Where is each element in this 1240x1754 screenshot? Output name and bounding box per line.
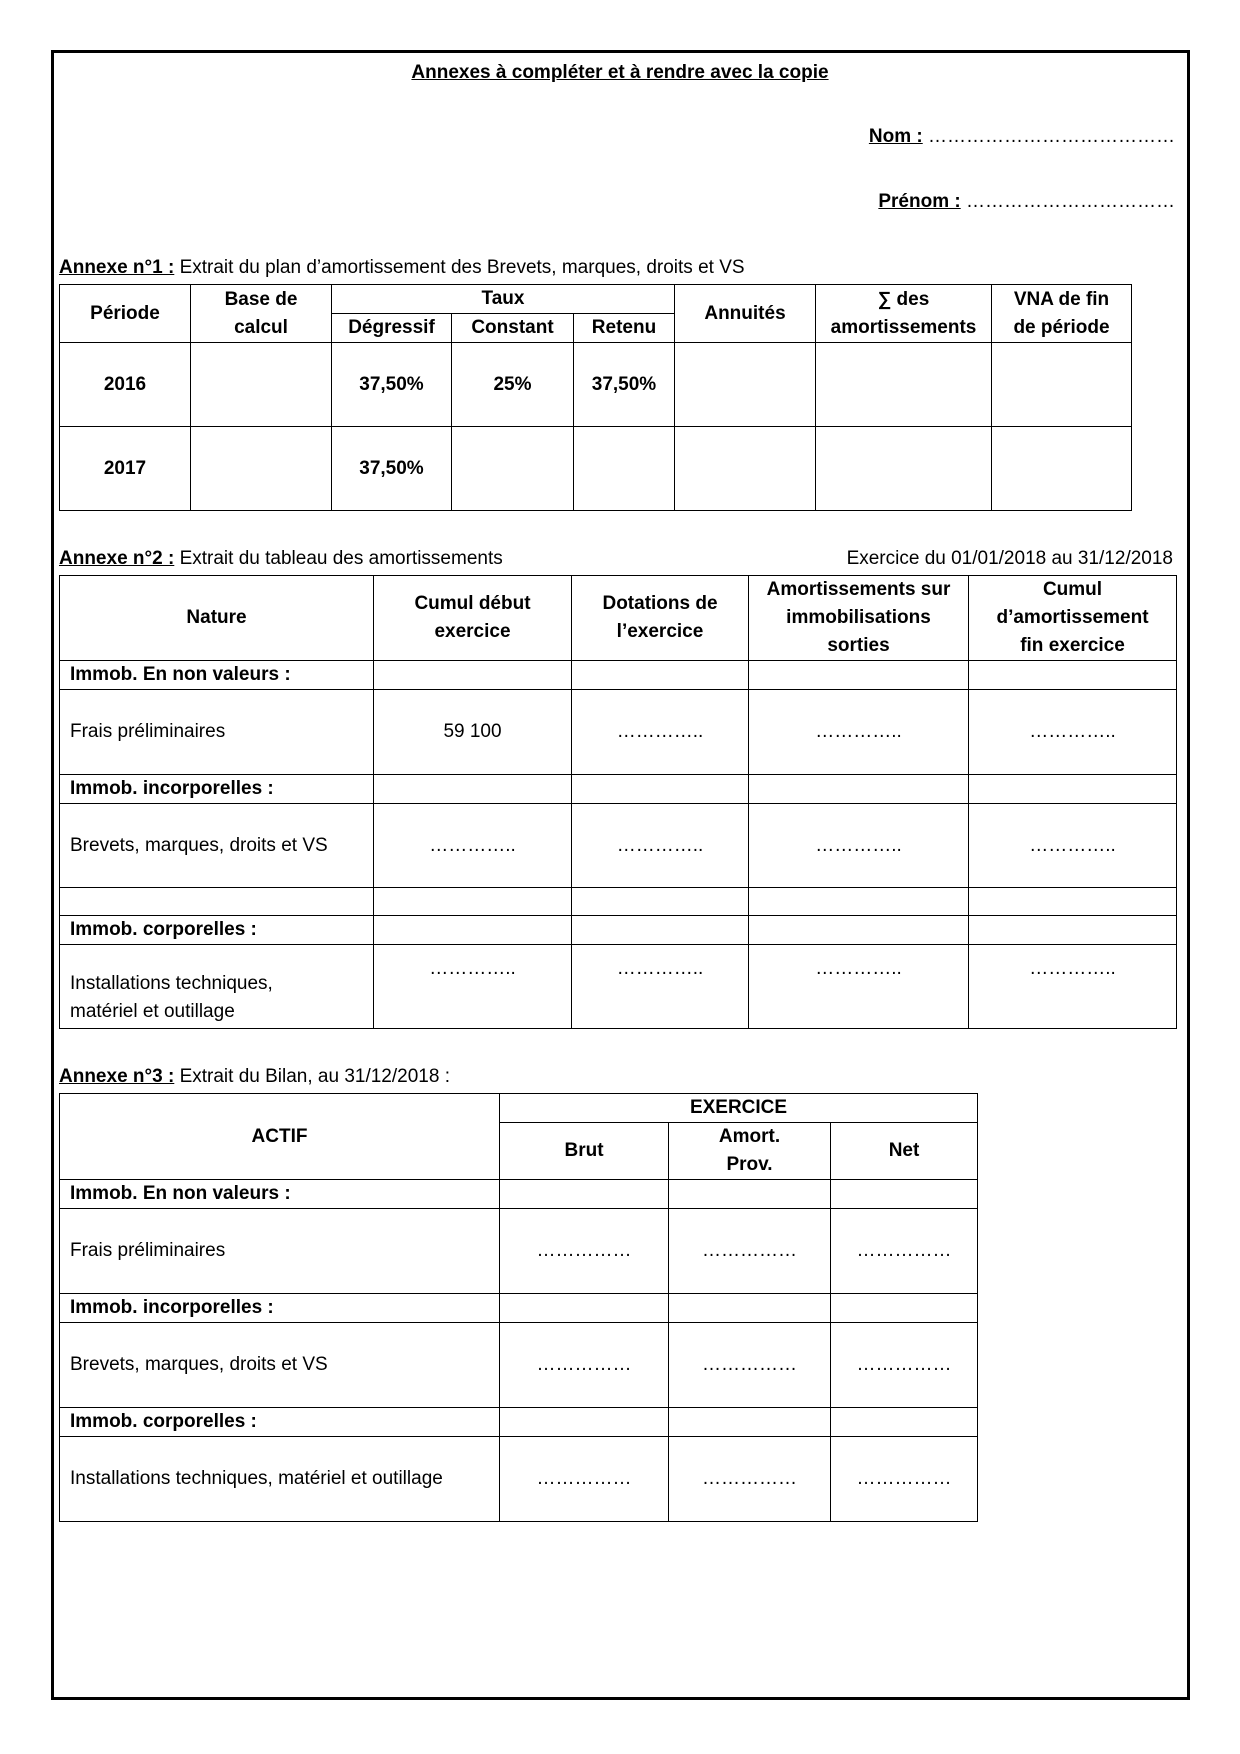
nom-dots: ………………………………… [922,126,1175,147]
cell-amortissements-sorties[interactable]: ………….. [749,804,969,888]
header-dotations: Dotations de l’exercice [572,576,749,661]
cell-amort-prov[interactable]: …………… [669,1209,831,1294]
table-row [60,690,1177,775]
cell-cumul[interactable]: ………….. [374,804,572,888]
cell-amort-prov[interactable]: …………… [669,1437,831,1522]
header-cumul-fin: Cumul d’amortissement fin exercice [969,576,1177,661]
header-amortissements-sorties: Amortissements sur immobilisations sorties [749,576,969,661]
table-row [60,1209,978,1294]
page-title: Annexes à compléter et à rendre avec la copie [411,62,829,83]
annexe3-title: Extrait du Bilan, au 31/12/2018 : [174,1066,450,1087]
header-constant: Constant [452,314,574,343]
annexe1-title: Extrait du plan d’amortissement des Brevets, marques, droits et VS [174,257,745,278]
header-cumul: Cumul début exercice [374,576,572,661]
cell-net[interactable]: …………… [831,1209,978,1294]
header-actif: ACTIF [60,1094,500,1180]
header-retenu: Retenu [574,314,675,343]
cell-net[interactable]: …………… [831,1437,978,1522]
section-non-valeurs: Immob. En non valeurs : [60,1180,500,1209]
cell-nature: Frais préliminaires [60,690,374,775]
prenom-field[interactable] [878,191,1175,213]
header-taux: Taux [332,285,675,314]
cell-periode: 2016 [60,343,191,427]
prenom-label: Prénom : [878,191,961,212]
cell-periode: 2017 [60,427,191,511]
cell-degressif: 37,50% [332,427,452,511]
cell-dotations[interactable]: ………….. [572,804,749,888]
cell-cumul[interactable]: ………….. [374,945,572,1029]
cell-amort-prov[interactable]: …………… [669,1323,831,1408]
cell-sum[interactable] [816,343,992,427]
annexe2-title: Extrait du tableau des amortissements [174,548,503,569]
annexe2-heading [59,548,503,570]
nom-label: Nom : [868,126,923,147]
cell-actif: Frais préliminaires [60,1209,500,1294]
cell-amortissements-sorties[interactable]: ………….. [749,945,969,1029]
cell-annuites[interactable] [675,427,816,511]
table-row [60,804,1177,888]
prenom-dots: …………………………… [960,191,1175,212]
annexe1-label: Annexe n°1 : [59,257,175,278]
annexe1-heading [59,257,745,279]
cell-brut[interactable]: …………… [500,1323,669,1408]
annexe2-label: Annexe n°2 : [59,548,175,569]
cell-dotations[interactable]: ………….. [572,945,749,1029]
section-corporelles: Immob. corporelles : [60,1408,500,1437]
cell-nature: Installations techniques, matériel et outillage [60,945,374,1029]
section-non-valeurs: Immob. En non valeurs : [60,661,374,690]
cell-nature: Brevets, marques, droits et VS [60,804,374,888]
cell-constant: 25% [452,343,574,427]
cell-cumul-fin[interactable]: ………….. [969,690,1177,775]
annexe1-table [59,284,1132,511]
annexe2-table [59,575,1177,1029]
section-incorporelles: Immob. incorporelles : [60,775,374,804]
table-row [60,427,1132,511]
header-sum: ∑ des amortissements [816,285,992,343]
cell-net[interactable]: …………… [831,1323,978,1408]
cell-actif: Installations techniques, matériel et outillage [60,1437,500,1522]
cell-annuites[interactable] [675,343,816,427]
header-net: Net [831,1123,978,1180]
cell-brut[interactable]: …………… [500,1209,669,1294]
section-corporelles: Immob. corporelles : [60,916,374,945]
cell-base[interactable] [191,343,332,427]
header-amort-prov: Amort. Prov. [669,1123,831,1180]
cell-cumul-fin[interactable]: ………….. [969,945,1177,1029]
header-base: Base de calcul [191,285,332,343]
header-vna: VNA de fin de période [992,285,1132,343]
header-degressif: Dégressif [332,314,452,343]
cell-cumul: 59 100 [374,690,572,775]
cell-amortissements-sorties[interactable]: ………….. [749,690,969,775]
cell-vna[interactable] [992,427,1132,511]
cell-constant[interactable] [452,427,574,511]
annexe3-heading [59,1066,450,1088]
cell-dotations[interactable]: ………….. [572,690,749,775]
header-annuites: Annuités [675,285,816,343]
cell-sum[interactable] [816,427,992,511]
section-incorporelles: Immob. incorporelles : [60,1294,500,1323]
header-brut: Brut [500,1123,669,1180]
cell-retenu: 37,50% [574,343,675,427]
table-row [60,945,1177,1029]
table-row [60,1323,978,1408]
header-nature: Nature [60,576,374,661]
cell-degressif: 37,50% [332,343,452,427]
cell-retenu[interactable] [574,427,675,511]
cell-base[interactable] [191,427,332,511]
cell-actif: Brevets, marques, droits et VS [60,1323,500,1408]
cell-cumul-fin[interactable]: ………….. [969,804,1177,888]
nom-field[interactable] [869,126,1175,148]
table-row [60,343,1132,427]
annexe3-label: Annexe n°3 : [59,1066,175,1087]
header-periode: Période [60,285,191,343]
cell-brut[interactable]: …………… [500,1437,669,1522]
annexe2-exercice: Exercice du 01/01/2018 au 31/12/2018 [846,548,1173,569]
header-exercice: EXERCICE [500,1094,978,1123]
table-row [60,1437,978,1522]
cell-vna[interactable] [992,343,1132,427]
annexe3-table [59,1093,978,1522]
